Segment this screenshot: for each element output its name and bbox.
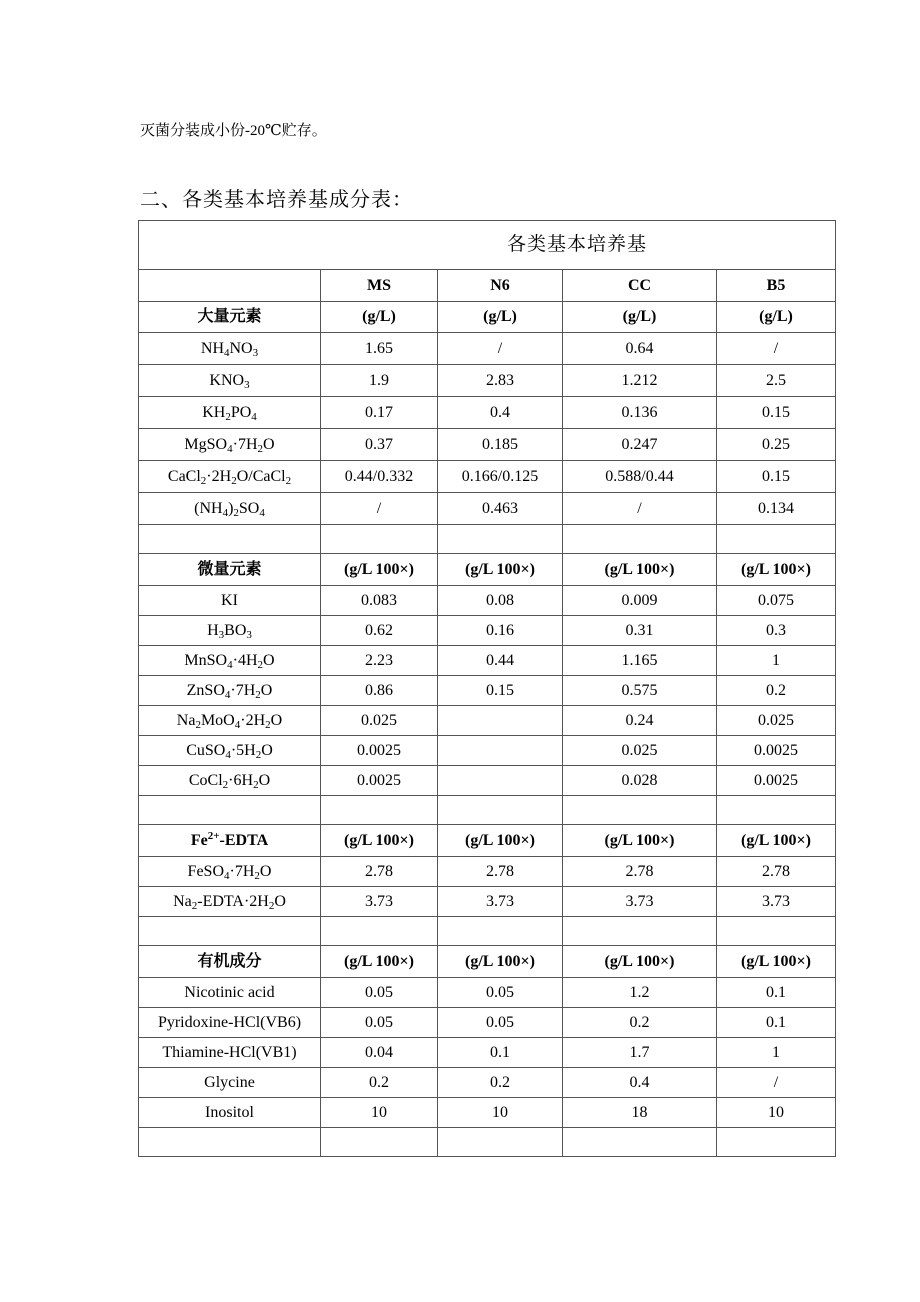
table-row bbox=[139, 333, 836, 365]
group-label: 微量元素 bbox=[139, 554, 321, 586]
empty-cell bbox=[717, 525, 836, 554]
unit-label: (g/L 100×) bbox=[321, 825, 438, 857]
table-row bbox=[139, 978, 836, 1008]
empty-cell bbox=[717, 917, 836, 946]
unit-label: (g/L 100×) bbox=[563, 554, 717, 586]
component-value: / bbox=[321, 493, 438, 525]
empty-cell bbox=[717, 1128, 836, 1157]
component-value: 0.24 bbox=[563, 706, 717, 736]
component-value: 0.05 bbox=[438, 1008, 563, 1038]
empty-cell bbox=[139, 270, 321, 302]
component-value bbox=[438, 706, 563, 736]
table-row bbox=[139, 397, 836, 429]
empty-cell bbox=[438, 525, 563, 554]
component-value: / bbox=[438, 333, 563, 365]
component-value: 0.166/0.125 bbox=[438, 461, 563, 493]
table-row bbox=[139, 493, 836, 525]
table-row bbox=[139, 706, 836, 736]
table-row bbox=[139, 1038, 836, 1068]
component-name: $CoCl_2\cdot 6H_2O$ bbox=[139, 766, 321, 796]
component-value: 2.5 bbox=[717, 365, 836, 397]
component-value: 1.2 bbox=[563, 978, 717, 1008]
blank-row bbox=[139, 796, 836, 825]
component-value: 0.083 bbox=[321, 586, 438, 616]
component-value: 0.4 bbox=[438, 397, 563, 429]
group-label: 有机成分 bbox=[139, 946, 321, 978]
component-name: KI bbox=[139, 586, 321, 616]
component-value: 0.15 bbox=[717, 397, 836, 429]
component-value: 0.028 bbox=[563, 766, 717, 796]
component-value: 2.78 bbox=[717, 857, 836, 887]
component-name: $MgSO_4\cdot 7H_2O$ bbox=[139, 429, 321, 461]
empty-cell bbox=[139, 525, 321, 554]
empty-cell bbox=[321, 917, 438, 946]
medium-name: N6 bbox=[438, 270, 563, 302]
component-name: $CuSO_4\cdot 5H_2O$ bbox=[139, 736, 321, 766]
component-value: / bbox=[717, 1068, 836, 1098]
component-value: 0.588/0.44 bbox=[563, 461, 717, 493]
component-value: 0.05 bbox=[321, 1008, 438, 1038]
component-name: $CaCl_2\cdot 2H_2O/CaCl_2$ bbox=[139, 461, 321, 493]
group-label: $Fe^{2+}$-EDTA bbox=[139, 825, 321, 857]
table-row bbox=[139, 646, 836, 676]
group-label: 大量元素 bbox=[139, 302, 321, 333]
unit-label: (g/L 100×) bbox=[717, 554, 836, 586]
component-value: 0.3 bbox=[717, 616, 836, 646]
blank-row bbox=[139, 917, 836, 946]
empty-cell bbox=[139, 796, 321, 825]
component-name: Inositol bbox=[139, 1098, 321, 1128]
component-value: 10 bbox=[321, 1098, 438, 1128]
component-value: 0.0025 bbox=[717, 766, 836, 796]
component-name: $Na_2MoO_4\cdot 2H_2O$ bbox=[139, 706, 321, 736]
medium-name: MS bbox=[321, 270, 438, 302]
empty-cell bbox=[563, 917, 717, 946]
component-value: 0.0025 bbox=[321, 736, 438, 766]
unit-label: (g/L 100×) bbox=[717, 825, 836, 857]
component-value: 0.15 bbox=[438, 676, 563, 706]
unit-label: (g/L 100×) bbox=[563, 946, 717, 978]
component-value: 0.17 bbox=[321, 397, 438, 429]
component-value: 0.1 bbox=[717, 978, 836, 1008]
unit-label: (g/L 100×) bbox=[321, 946, 438, 978]
component-value: 0.08 bbox=[438, 586, 563, 616]
component-name: $(NH_4)_2SO_4$ bbox=[139, 493, 321, 525]
component-value: 2.83 bbox=[438, 365, 563, 397]
media-composition-table bbox=[138, 220, 836, 1157]
component-value: 0.247 bbox=[563, 429, 717, 461]
component-value: 1 bbox=[717, 1038, 836, 1068]
component-value: 0.37 bbox=[321, 429, 438, 461]
section-heading: 二、各类基本培养基成分表： bbox=[140, 189, 413, 211]
table-row bbox=[139, 736, 836, 766]
unit-label: (g/L 100×) bbox=[438, 554, 563, 586]
component-value: 10 bbox=[438, 1098, 563, 1128]
component-value: 0.134 bbox=[717, 493, 836, 525]
component-name: $H_3BO_3$ bbox=[139, 616, 321, 646]
empty-cell bbox=[563, 796, 717, 825]
component-value: 3.73 bbox=[321, 887, 438, 917]
component-value: 0.0025 bbox=[717, 736, 836, 766]
component-value: 0.86 bbox=[321, 676, 438, 706]
component-name: $FeSO_4\cdot 7H_2O$ bbox=[139, 857, 321, 887]
group-header-row bbox=[139, 946, 836, 978]
component-name: $ZnSO_4\cdot 7H_2O$ bbox=[139, 676, 321, 706]
component-value: / bbox=[717, 333, 836, 365]
component-value: 1.9 bbox=[321, 365, 438, 397]
component-value: 1.165 bbox=[563, 646, 717, 676]
component-value: 0.16 bbox=[438, 616, 563, 646]
component-value: 3.73 bbox=[563, 887, 717, 917]
empty-cell bbox=[563, 525, 717, 554]
component-value: 0.62 bbox=[321, 616, 438, 646]
blank-row bbox=[139, 525, 836, 554]
component-name: Pyridoxine-HCl(VB6) bbox=[139, 1008, 321, 1038]
component-value: 0.44 bbox=[438, 646, 563, 676]
component-value: 0.2 bbox=[321, 1068, 438, 1098]
component-value: 2.78 bbox=[321, 857, 438, 887]
unit-label: (g/L 100×) bbox=[438, 825, 563, 857]
component-value: 10 bbox=[717, 1098, 836, 1128]
component-value: 1 bbox=[717, 646, 836, 676]
component-value: 0.025 bbox=[563, 736, 717, 766]
component-value: 0.009 bbox=[563, 586, 717, 616]
component-value: / bbox=[563, 493, 717, 525]
empty-cell bbox=[321, 525, 438, 554]
component-value: 2.23 bbox=[321, 646, 438, 676]
component-value: 0.136 bbox=[563, 397, 717, 429]
component-value: 0.2 bbox=[563, 1008, 717, 1038]
table-row bbox=[139, 429, 836, 461]
table-row bbox=[139, 586, 836, 616]
medium-name: CC bbox=[563, 270, 717, 302]
empty-cell bbox=[438, 1128, 563, 1157]
component-value: 0.0025 bbox=[321, 766, 438, 796]
table-row bbox=[139, 676, 836, 706]
component-name: $MnSO_4\cdot 4H_2O$ bbox=[139, 646, 321, 676]
medium-name: B5 bbox=[717, 270, 836, 302]
empty-cell bbox=[139, 1128, 321, 1157]
unit-label: (g/L 100×) bbox=[717, 946, 836, 978]
group-header-row bbox=[139, 825, 836, 857]
empty-cell bbox=[438, 796, 563, 825]
component-name: $NH_4NO_3$ bbox=[139, 333, 321, 365]
empty-cell bbox=[717, 796, 836, 825]
component-value: 0.04 bbox=[321, 1038, 438, 1068]
component-value bbox=[438, 766, 563, 796]
component-name: $KH_2PO_4$ bbox=[139, 397, 321, 429]
component-value: 0.15 bbox=[717, 461, 836, 493]
component-value: 0.075 bbox=[717, 586, 836, 616]
unit-label: (g/L) bbox=[438, 302, 563, 333]
empty-cell bbox=[321, 1128, 438, 1157]
table-row bbox=[139, 1098, 836, 1128]
component-value: 0.025 bbox=[717, 706, 836, 736]
component-value: 0.2 bbox=[717, 676, 836, 706]
unit-label: (g/L) bbox=[717, 302, 836, 333]
group-header-row bbox=[139, 302, 836, 333]
table-row bbox=[139, 766, 836, 796]
component-value: 0.1 bbox=[438, 1038, 563, 1068]
component-value: 0.25 bbox=[717, 429, 836, 461]
component-value: 0.025 bbox=[321, 706, 438, 736]
component-value: 2.78 bbox=[438, 857, 563, 887]
table-row bbox=[139, 616, 836, 646]
table-row bbox=[139, 857, 836, 887]
component-value: 0.575 bbox=[563, 676, 717, 706]
empty-cell bbox=[563, 1128, 717, 1157]
unit-label: (g/L 100×) bbox=[563, 825, 717, 857]
table-row bbox=[139, 365, 836, 397]
component-value: 18 bbox=[563, 1098, 717, 1128]
component-name: Glycine bbox=[139, 1068, 321, 1098]
component-value: 0.05 bbox=[321, 978, 438, 1008]
table-row bbox=[139, 1068, 836, 1098]
component-value: 1.65 bbox=[321, 333, 438, 365]
component-value: 0.64 bbox=[563, 333, 717, 365]
component-value: 1.212 bbox=[563, 365, 717, 397]
component-value: 3.73 bbox=[717, 887, 836, 917]
component-name: Thiamine-HCl(VB1) bbox=[139, 1038, 321, 1068]
component-value bbox=[438, 736, 563, 766]
table-row bbox=[139, 1008, 836, 1038]
table-row bbox=[139, 887, 836, 917]
component-value: 0.44/0.332 bbox=[321, 461, 438, 493]
unit-label: (g/L) bbox=[321, 302, 438, 333]
component-value: 1.7 bbox=[563, 1038, 717, 1068]
component-value: 0.2 bbox=[438, 1068, 563, 1098]
component-value: 0.463 bbox=[438, 493, 563, 525]
unit-label: (g/L 100×) bbox=[438, 946, 563, 978]
group-header-row bbox=[139, 554, 836, 586]
empty-cell bbox=[139, 917, 321, 946]
intro-text: 灭菌分装成小份-20℃贮存。 bbox=[140, 123, 327, 139]
component-name: Nicotinic acid bbox=[139, 978, 321, 1008]
table-title: 各类基本培养基 bbox=[139, 221, 836, 270]
component-value: 0.1 bbox=[717, 1008, 836, 1038]
component-value: 0.185 bbox=[438, 429, 563, 461]
component-value: 0.05 bbox=[438, 978, 563, 1008]
component-value: 0.31 bbox=[563, 616, 717, 646]
component-value: 2.78 bbox=[563, 857, 717, 887]
unit-label: (g/L 100×) bbox=[321, 554, 438, 586]
blank-row bbox=[139, 1128, 836, 1157]
empty-cell bbox=[438, 917, 563, 946]
component-value: 3.73 bbox=[438, 887, 563, 917]
unit-label: (g/L) bbox=[563, 302, 717, 333]
table-row bbox=[139, 461, 836, 493]
component-name: $Na_2-EDTA\cdot 2H_2O$ bbox=[139, 887, 321, 917]
component-value: 0.4 bbox=[563, 1068, 717, 1098]
component-name: $KNO_3$ bbox=[139, 365, 321, 397]
media-name-row bbox=[139, 270, 836, 302]
empty-cell bbox=[321, 796, 438, 825]
